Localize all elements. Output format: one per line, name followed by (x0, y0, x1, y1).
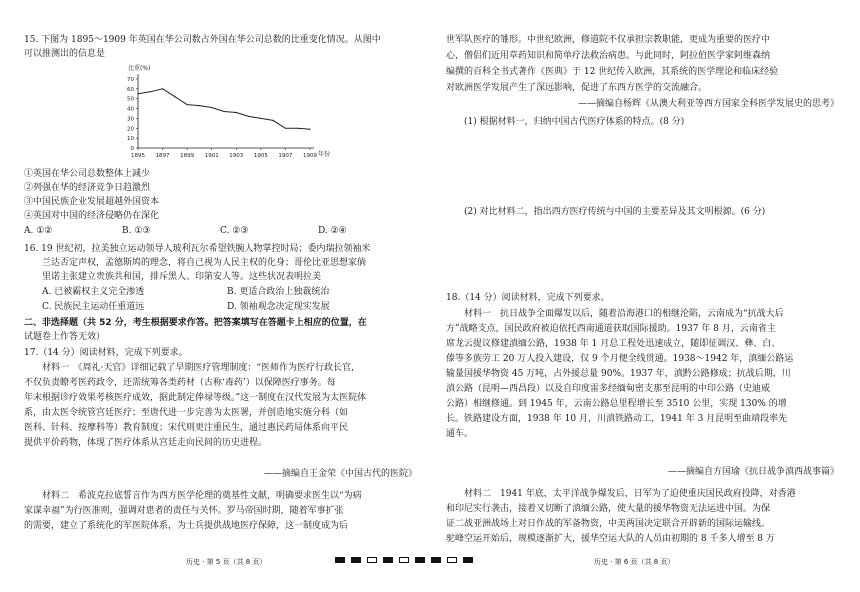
q18-m1-line4: 傣等多族劳工 20 万人投入建设，仅 9 个月便全线贯通。1938～1942 年，滇缅公路运 (446, 354, 794, 364)
q16-choices-row2 (24, 301, 419, 313)
q16-choice-a[interactable]: A. 已被霸权主义完全渗透 (42, 287, 145, 297)
m2-cont-line4: 对欧洲医学发展产生了深远影响，促进了东西方医学的交流融合。 (446, 83, 708, 93)
q15-stem-line2: 可以推测出的信息是 (24, 49, 106, 59)
y-tick-label: 50 (127, 96, 134, 103)
q17-subq2: (2) 对比材料二，指出西方医疗传统与中国的主要差异及其文明根源。(6 分) (464, 207, 766, 217)
q16-choices-row1 (24, 286, 419, 298)
q18-m1-line3: 席龙云提议修建滇缅公路，1938 年 1 月总工程处迅速成立，随即征调汉、彝、白、 (446, 339, 781, 349)
q17-heading: 17.（14 分）阅读材料，完成下列要求。 (24, 348, 188, 358)
left-column (24, 0, 419, 592)
data-point (174, 96, 175, 97)
data-point (297, 128, 298, 129)
y-tick-label: 20 (127, 126, 134, 133)
q17-m1-line5: 医科、针科、按摩科等）教育制度；宋代则更注重民生，通过惠民药局体系向平民 (24, 423, 349, 433)
q17-m2-line2: 家谋幸福”为行医准则，强调对患者的责任与关怀。罗马帝国时期，随着军事扩张 (24, 506, 344, 516)
q15-choice-a[interactable]: A. ①② (24, 226, 53, 236)
q18-m1-line1: 材料一 抗日战争全面爆发以后，随着沿海港口的相继沦陷，云南成为“抗战大后 (464, 309, 784, 319)
q18-m1-line8: 长。铁路建设方面，1938 年 10 月，川滇铁路动工，1941 年 3 月昆明至曲靖段率先 (446, 414, 788, 424)
m2-cont-line2: 心，僧侣们近用草药知识和简单疗法救治病患。与此同时，阿拉伯医学家阿维森纳 (446, 51, 771, 61)
x-tick-label: 1903 (229, 153, 244, 159)
q15-choice-d[interactable]: D. ②④ (318, 226, 347, 236)
q18-m2-line2: 和印尼实行袭击，接着又切断了滇缅公路，使大量的援华物资无法运进中国。为保 (446, 504, 771, 514)
y-tick-label: 10 (127, 136, 134, 143)
data-point (309, 129, 310, 130)
y-tick-label: 60 (127, 86, 134, 93)
q16-line1: 16. 19 世纪初，拉美独立运动领导人玻利瓦尔希望铁腕人物掌控时局；委内瑞拉领袖米 (24, 244, 371, 254)
q18-m1-line5: 输量国援华物资 45 万吨，占外援总量 90%。1937 年，滇黔公路修成；抗战后期，川 (446, 369, 791, 379)
x-tick-label: 1899 (180, 153, 195, 159)
mark-filled (383, 557, 393, 563)
q18-m1-line2: 方”战略支点，国民政府被迫依托西南通道获取国际援助。1937 年 8 月，云南省主 (446, 324, 776, 334)
chart-ylabel: 比重(%) (128, 65, 151, 72)
y-tick-label: 0 (130, 146, 134, 152)
data-point (199, 105, 200, 106)
data-point (285, 128, 286, 129)
q16-choice-b[interactable]: B. 更适合政治上独裁统治 (227, 287, 330, 297)
m2-cont-line1: 世军队医疗的雏形。中世纪欧洲，修道院不仅承担宗教职能，更成为重要的医疗中 (446, 35, 771, 45)
q17-m1-line6: 提供平价药物，体现了医疗体系从宫廷走向民间的历史进程。 (24, 438, 268, 448)
q18-m1-source: ——摘编自方国瑜《抗日战争滇西战事篇》 (667, 467, 839, 477)
x-tick-label: 1909 (303, 153, 317, 159)
q15-line-chart (114, 62, 344, 162)
q16-choice-c[interactable]: C. 民族民主运动任重道远 (42, 302, 145, 312)
q15-stem-line1: 15. 下图为 1895～1909 年英国在华公司数占外国在华公司总数的比重变化情况。从图中 (24, 35, 381, 45)
mark-filled (431, 557, 441, 563)
mark-filled (415, 557, 425, 563)
data-point (162, 88, 163, 89)
x-tick-label: 1901 (204, 153, 219, 159)
y-tick-label: 30 (127, 116, 134, 123)
q17-subq1: (1) 根据材料一，归纳中国古代医疗体系的特点。(8 分) (464, 117, 685, 127)
section2-heading-line2: 试题卷上作答无效） (24, 332, 106, 342)
data-point (137, 93, 138, 94)
q18-m2-line4: 驼峰空运开始后，规模逐渐扩大，援华空运大队的人员由初期的 8 千多人增至 8 万 (446, 534, 775, 544)
x-tick-label: 1905 (253, 153, 268, 159)
mark-filled (351, 557, 361, 563)
q15-option-1: ①英国在华公司总数整体上减少 (24, 169, 151, 179)
x-tick-label: 1895 (131, 153, 145, 159)
right-column (446, 0, 841, 592)
x-tick-label: 1907 (278, 153, 293, 159)
q18-heading: 18.（14 分）阅读材料，完成下列要求。 (446, 293, 610, 303)
data-point (187, 104, 188, 105)
q16-choice-d[interactable]: D. 领袖观念决定现实发展 (227, 302, 330, 312)
q18-m1-line7: 公路）相继修通。到 1945 年，云南公路总里程增长至 3510 公里，实现 130% 的增 (446, 399, 787, 409)
q17-m1-line2: 不仅负责瞭考医药政令，还需统筹各类药材（古称‘毒药’）以保障医疗事务。每 (24, 378, 336, 388)
q15-option-2: ②列强在华的经济竞争日趋激烈 (24, 183, 151, 193)
data-point (248, 116, 249, 117)
q15-choice-c[interactable]: C. ②③ (220, 226, 249, 236)
mark-outline (399, 557, 409, 563)
q18-m1-line9: 通车。 (446, 429, 474, 439)
data-point (273, 120, 274, 121)
q15-choice-b[interactable]: B. ①③ (122, 226, 151, 236)
y-tick-label: 40 (127, 106, 134, 113)
q18-m2-line1: 材料二 1941 年底，太平洋战争爆发后，日军为了迫使重庆国民政府投降，对香港 (464, 489, 796, 499)
q18-m1-line6: 滇公路（昆明—西昌段）以及自印度雷多经缅甸密支那至昆明的中印公路（史迪威 (446, 384, 771, 394)
q17-m1-line1: 材料一 《周礼·天官》详细记载了早期医疗管理制度：“医师作为医疗行政长官， (42, 363, 360, 373)
chart-xlabel: 年份 (318, 151, 331, 158)
q15-choices (24, 225, 419, 237)
q18-m2-line3: 证二战亚洲战场上对日作战的军备物资，中美两国决定联合开辟新的国际运输线。 (446, 519, 771, 529)
y-tick-label: 70 (127, 76, 134, 83)
q16-line2: 兰达否定声权，孟德斯鸠的理念，将自己视为人民主权的化身；哥伦比亚思想家倘 (42, 258, 367, 268)
x-tick-label: 1897 (155, 153, 170, 159)
mark-filled (335, 557, 345, 563)
m2-cont-line3: 编撰的百科全书式著作《医典》于 12 世纪传入欧洲，其系统的医学理论和临床经验 (446, 67, 779, 77)
left-page-footer: 历史 · 第 5 页（共 8 页） (186, 558, 267, 566)
q17-m1-line4: 系，由太医令统管宫廷医疗；至唐代进一步完善为太医署，并创造地实施分科（如 (24, 408, 349, 418)
q17-m1-line3: 年末根据诊疗效果考核医疗成效，据此制定俸禄等级。”这一制度在汉代发展为太医院体 (24, 393, 367, 403)
q16-line3: 里诺主张建立贵族共和国，排斥黑人、印第安人等。这些状况表明拉美 (42, 272, 322, 282)
section2-heading: 二、非选择题（共 52 分，考生根据要求作答。把答案填写在答题卡上相应的位置，在 (24, 318, 367, 328)
data-point (236, 112, 237, 113)
mark-outline (367, 557, 377, 563)
m2-source: ——摘编自杨辉《从澳大利亚等西方国家全科医学发展史的思考》 (577, 99, 839, 109)
data-point (211, 107, 212, 108)
q15-option-3: ③中国民族企业发展超越外国资本 (24, 197, 160, 207)
series-line (138, 89, 310, 130)
data-point (150, 91, 151, 92)
data-point (223, 111, 224, 112)
data-point (260, 118, 261, 119)
q17-m1-source: ——摘编自王金荣《中国古代的医院》 (263, 469, 417, 479)
q17-m2-line3: 的需要，建立了系统化的军医院体系，为士兵提供战地医疗保障，这一制度成为后 (24, 521, 349, 531)
right-page-footer: 历史 · 第 6 页（共 8 页） (594, 558, 675, 566)
q15-option-4: ④英国对中国的经济侵略仍在深化 (24, 211, 160, 221)
q17-m2-line1: 材料二 希波克拉底誓言作为西方医学伦理的奠基性文献，明确要求医生以“为病 (42, 491, 362, 501)
